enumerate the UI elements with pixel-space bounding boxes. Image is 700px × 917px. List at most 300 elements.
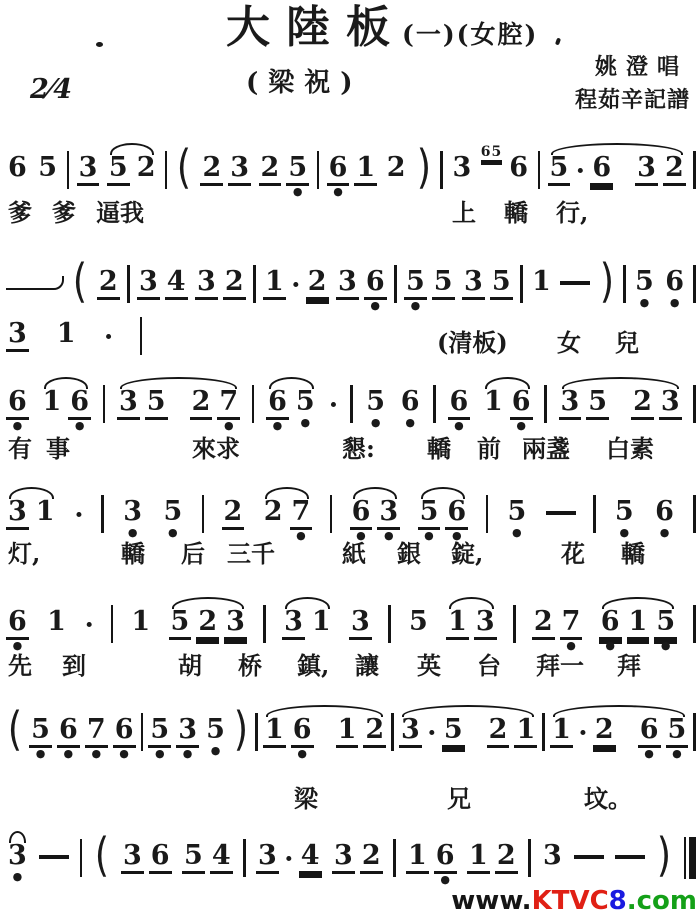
slur-group: [282, 594, 333, 652]
octave-dot: ●: [333, 185, 343, 198]
note-digit: 1: [56, 318, 76, 349]
augmentation-dot: ·: [74, 500, 84, 531]
note-digit: 6: [350, 498, 373, 530]
note-digit: 1: [627, 608, 650, 640]
note-digit: 5: [635, 266, 654, 297]
beam-group: [332, 828, 383, 886]
lyric: 紙: [342, 539, 366, 568]
note-5: [364, 388, 387, 429]
note-digit: 2: [593, 716, 616, 748]
barline: [103, 385, 106, 423]
note-3: [349, 608, 372, 652]
note-5: [107, 154, 130, 198]
lyric: 來求: [192, 434, 240, 463]
lyric-line-5: [0, 653, 700, 683]
note-1: [482, 388, 505, 429]
lyric: 錠,: [451, 539, 484, 568]
augmentation-dot: ·: [84, 610, 94, 641]
note-digit: 7: [290, 498, 313, 530]
note-digit: 1: [131, 606, 151, 637]
note-digit: 1: [263, 268, 286, 300]
final-barline-thin: [684, 837, 687, 879]
note-digit: 2: [190, 388, 213, 420]
note-digit: 5: [29, 716, 52, 748]
note-digit: 5: [654, 608, 677, 640]
duration-dash: [574, 855, 604, 859]
octave-dot: ●: [639, 296, 650, 309]
note-1: [34, 498, 57, 539]
slur-group: [263, 702, 386, 760]
note-digit: 2: [386, 152, 406, 183]
music-line-6: [6, 702, 696, 760]
barline: [243, 839, 246, 877]
note-digit: 1: [550, 716, 573, 748]
note-digit: 1: [42, 386, 62, 417]
note-6: [149, 842, 172, 886]
note-digit: 5: [107, 154, 130, 186]
note-digit: 1: [514, 716, 537, 748]
note-digit: 6: [655, 496, 674, 527]
note-1: [550, 716, 573, 760]
note-digit: 6: [6, 608, 29, 640]
note-digit: 5: [548, 154, 571, 186]
beam-group: [532, 594, 583, 652]
note-digit: 3: [117, 388, 140, 420]
note-2: [385, 154, 408, 195]
barline: [80, 839, 83, 877]
note-digit: 6: [364, 268, 387, 300]
note-digit: 6: [68, 388, 91, 420]
note-digit: 3: [6, 498, 29, 530]
note-digit: 6: [149, 842, 172, 874]
note-digit: 2: [223, 268, 246, 300]
note-digit: 7: [217, 388, 240, 420]
note-6: [68, 388, 91, 432]
music-line-3: [6, 374, 696, 432]
note-7: [217, 388, 240, 432]
barline: [693, 151, 696, 189]
note-2: [363, 716, 386, 760]
note-1: [129, 608, 152, 649]
augmentation-dot: ·: [427, 718, 437, 749]
note-6: [510, 388, 533, 432]
note-digit: 6: [400, 386, 420, 417]
note-digit: 5: [586, 388, 609, 420]
note-digit: 2: [360, 842, 383, 874]
note-digit: 5: [148, 716, 171, 748]
lyric: 兩盞: [522, 434, 570, 463]
lyric: 坟。: [584, 784, 632, 813]
note-1: [530, 268, 553, 309]
note-digit: 5: [408, 606, 428, 637]
beam-group: [85, 702, 136, 760]
lyric: 兄: [447, 784, 471, 813]
note-7: [290, 498, 313, 542]
barline: [394, 265, 397, 303]
note-3: [399, 716, 422, 760]
octave-dot: ●: [660, 639, 671, 652]
duration-dash: [615, 855, 645, 859]
barline: [165, 151, 168, 189]
note-digit: 7: [560, 608, 583, 640]
barline: [693, 713, 696, 751]
barline: [67, 151, 70, 189]
note-digit: 3: [559, 388, 582, 420]
octave-dot: ●: [296, 529, 306, 542]
lyric-line-6: [0, 786, 700, 816]
note-digit: 2: [487, 716, 510, 748]
octave-dot: ●: [644, 747, 654, 760]
barline: [202, 495, 205, 533]
note-digit: 2: [222, 498, 245, 530]
note-5: [36, 154, 59, 195]
note-digit: 6: [291, 716, 314, 748]
note-digit: 3: [543, 840, 562, 871]
note-6: [6, 608, 29, 652]
note-3: [332, 842, 355, 886]
note-3: [635, 154, 658, 198]
note-digit: 5: [206, 714, 225, 745]
lyric: 白素: [606, 434, 654, 463]
octave-dot: ●: [297, 747, 307, 760]
note-digit: 6: [8, 152, 27, 183]
note-4: [210, 842, 233, 886]
note-digit: 3: [8, 840, 27, 871]
note-digit: 3: [332, 842, 355, 874]
note-digit: 2: [663, 154, 686, 186]
note-4: [299, 842, 322, 886]
lyric: 有: [8, 434, 32, 463]
note-digit: 3: [462, 268, 485, 300]
note-2: [135, 154, 158, 195]
barline: [542, 713, 545, 751]
note-2: [663, 154, 686, 198]
note-6: [57, 716, 80, 760]
note-3: [121, 498, 144, 539]
barline: [693, 495, 696, 533]
augmentation-dot: ·: [575, 156, 586, 187]
note-digit: 1: [484, 386, 503, 417]
note-6: [434, 842, 457, 886]
note-digit: 6: [445, 498, 468, 530]
note-digit: 6: [638, 716, 661, 748]
credit-singer: 姚澄唱: [594, 54, 688, 80]
lyric: 兒: [615, 328, 639, 357]
lyric: 胡: [178, 651, 202, 680]
beam-group: [148, 702, 199, 760]
augmentation-dot: ·: [103, 322, 114, 353]
note-2: [200, 154, 223, 198]
barline: [623, 265, 626, 303]
note-digit: 6: [434, 842, 457, 874]
note-5: [548, 154, 571, 198]
octave-dot: ●: [12, 639, 23, 652]
note-1: [263, 716, 286, 760]
beam-group: [259, 140, 310, 198]
note-5: [442, 716, 465, 760]
duration-dash: [560, 281, 590, 285]
note-3: [659, 388, 682, 432]
lyric-line-1: [0, 200, 700, 230]
note-digit: 3: [195, 268, 218, 300]
octave-dot: ●: [35, 747, 46, 760]
note-digit: 3: [336, 268, 359, 300]
note-digit: 1: [406, 842, 429, 874]
note-5: [204, 716, 227, 757]
octave-dot: ●: [370, 416, 381, 429]
slur-group: [169, 594, 247, 652]
note-6: [590, 154, 613, 198]
barline: [486, 495, 489, 533]
note-digit: 6: [590, 154, 613, 186]
lyric: 讓: [355, 651, 379, 680]
beam-group: [195, 254, 246, 312]
octave-dot: ●: [91, 747, 102, 760]
note-2: [190, 388, 213, 432]
note-2: [495, 842, 518, 886]
lyric: 前: [477, 434, 501, 463]
lyric-line-3: [0, 436, 700, 466]
note-digit: 5: [295, 386, 315, 417]
note-digit: 2: [532, 608, 555, 640]
note-digit: 3: [228, 154, 251, 186]
note-digit: 4: [165, 268, 188, 300]
slur-group: [6, 828, 29, 883]
note-6: [663, 268, 686, 309]
augmentation-dot: ·: [291, 270, 301, 301]
note-digit: 3: [256, 842, 279, 874]
note-5: [29, 716, 52, 760]
lyric: 灯,: [8, 539, 41, 568]
lyric: 到: [62, 651, 86, 680]
note-digit: 3: [137, 268, 160, 300]
close-paren: ): [599, 254, 614, 308]
final-barline-thick: [689, 837, 696, 879]
note-2: [487, 716, 510, 760]
note-3: [282, 608, 305, 652]
octave-dot: ●: [669, 296, 680, 309]
note-digit: 6: [6, 388, 29, 420]
beam-group: [406, 828, 457, 886]
lyric: 先: [8, 651, 32, 680]
note-digit: 6: [510, 388, 533, 420]
note-digit: 3: [349, 608, 372, 640]
note-digit: 5: [145, 388, 168, 420]
note-3: [77, 154, 100, 198]
note-3: [228, 154, 251, 198]
note-5: [294, 388, 317, 429]
barline: [111, 605, 114, 643]
augmentation-dot: ·: [578, 718, 588, 749]
note-2: [259, 154, 282, 198]
watermark-text: KTVC: [531, 886, 609, 916]
close-paren: ): [233, 702, 249, 756]
slur-group: [41, 374, 92, 432]
note-digit: 3: [6, 320, 29, 352]
beam-group: [481, 140, 530, 195]
note-5: [505, 498, 528, 539]
barline: [391, 713, 394, 751]
note-6: [653, 498, 676, 539]
note-7: [85, 716, 108, 760]
credit-transcriber: 程茹辛記譜: [574, 87, 690, 113]
octave-dot: ●: [292, 185, 303, 198]
note-digit: 1: [446, 608, 469, 640]
note-digit: 5: [404, 268, 427, 300]
octave-dot: ●: [424, 529, 434, 542]
note-6: [266, 388, 289, 432]
lyric: 轎: [504, 198, 528, 227]
note-digit: 2: [263, 496, 283, 527]
lyric: 轎: [427, 434, 451, 463]
note-6: [113, 716, 136, 760]
beam-group: [467, 828, 518, 886]
note-digit: 2: [259, 154, 282, 186]
note-digit: 1: [354, 154, 377, 186]
slur-group: [107, 140, 158, 198]
note-5: [613, 498, 636, 539]
note-1: [41, 388, 64, 429]
barline: [317, 151, 320, 189]
note-digit: 1: [311, 606, 331, 637]
note-6: [6, 388, 29, 432]
note-digit: 1: [336, 716, 359, 748]
note-2: [593, 716, 616, 760]
duration-dash: [39, 855, 69, 859]
note-2: [631, 388, 654, 432]
octave-dot: ●: [410, 299, 421, 312]
lyric: 花: [561, 539, 585, 568]
note-2: [532, 608, 555, 652]
octave-dot: ●: [659, 526, 670, 539]
lyric: 鎮,: [297, 651, 330, 680]
barline: [255, 713, 258, 751]
note-digit: 3: [282, 608, 305, 640]
note-digit: 3: [121, 842, 144, 874]
octave-dot: ●: [154, 747, 165, 760]
note-digit: 1: [263, 716, 286, 748]
note-3: [117, 388, 140, 432]
note-6: [327, 154, 350, 198]
octave-dot: ●: [619, 526, 630, 539]
lyric: 轎: [121, 539, 145, 568]
barline: [388, 605, 391, 643]
note-digit: 5: [418, 498, 441, 530]
octave-dot: ●: [168, 526, 178, 539]
barline: [544, 385, 547, 423]
ink-speck: [555, 38, 561, 46]
slur-group: [117, 374, 240, 432]
lyric-line-2: [0, 330, 700, 360]
open-paren: (: [7, 702, 23, 756]
music-line-5: [6, 594, 696, 652]
note-5: [633, 268, 656, 309]
note-5: [407, 608, 430, 649]
note-digit: 5: [286, 154, 309, 186]
lyric: 后: [181, 539, 205, 568]
music-line-1: [6, 140, 696, 198]
note-5: [286, 154, 309, 198]
octave-dot: ●: [127, 526, 138, 539]
note-digit: 5: [442, 716, 465, 748]
barline: [693, 265, 696, 303]
note-5: [586, 388, 609, 432]
ink-speck: [96, 42, 103, 47]
note-digit: 5: [490, 268, 513, 300]
note-2: [196, 608, 219, 652]
slur-group: [446, 594, 497, 652]
note-3: [541, 842, 564, 883]
barline: [513, 605, 516, 643]
barline: [253, 265, 256, 303]
note-digit: 6: [448, 388, 471, 420]
slur-group: [548, 140, 686, 198]
duration-dash: [546, 511, 576, 515]
barline: [440, 151, 443, 189]
note-1: [336, 716, 359, 760]
barline: [350, 385, 353, 423]
octave-dot: ●: [12, 870, 23, 883]
note-digit: 5: [182, 842, 205, 874]
note-digit: 2: [363, 716, 386, 748]
note-digit: 5: [507, 496, 527, 527]
note-3: [256, 842, 279, 886]
note-6: [445, 498, 468, 542]
watermark-text: 8: [608, 886, 627, 916]
final-barline: [684, 837, 697, 879]
octave-dot: ●: [516, 419, 526, 432]
octave-dot: ●: [605, 639, 615, 652]
note-5: [148, 716, 171, 760]
note-1: [310, 608, 333, 649]
open-paren: (: [176, 140, 192, 194]
note-6: [599, 608, 622, 652]
barline: [693, 605, 696, 643]
lyric: 轎: [621, 539, 645, 568]
octave-dot: ●: [74, 419, 85, 432]
barline: [263, 605, 266, 643]
lyric: 懇:: [342, 434, 375, 463]
note-3: [377, 498, 400, 542]
beam-group: [137, 254, 188, 312]
note-3: [6, 842, 29, 883]
note-digit: 3: [635, 154, 658, 186]
note-digit: 1: [467, 842, 490, 874]
lyric: 爹: [52, 198, 76, 227]
barline: [520, 265, 523, 303]
note-3: [224, 608, 247, 652]
music-line-4: [6, 484, 696, 542]
octave-dot: ●: [119, 747, 129, 760]
beam-group: [200, 140, 251, 198]
time-signature: 2⁄4: [30, 74, 73, 105]
note-5: [182, 842, 205, 886]
note-1: [467, 842, 490, 886]
note-digit: 3: [176, 716, 199, 748]
note-6: [291, 716, 314, 760]
note-5: [418, 498, 441, 542]
beam-group: [182, 828, 233, 886]
barline: [693, 385, 696, 423]
barline: [538, 151, 541, 189]
note-digit: 3: [224, 608, 247, 640]
tie-line: [6, 276, 64, 290]
note-digit: 5: [666, 716, 689, 748]
barline: [528, 839, 531, 877]
barline: [393, 839, 396, 877]
note-6: [399, 388, 422, 429]
octave-dot: ●: [223, 419, 234, 432]
